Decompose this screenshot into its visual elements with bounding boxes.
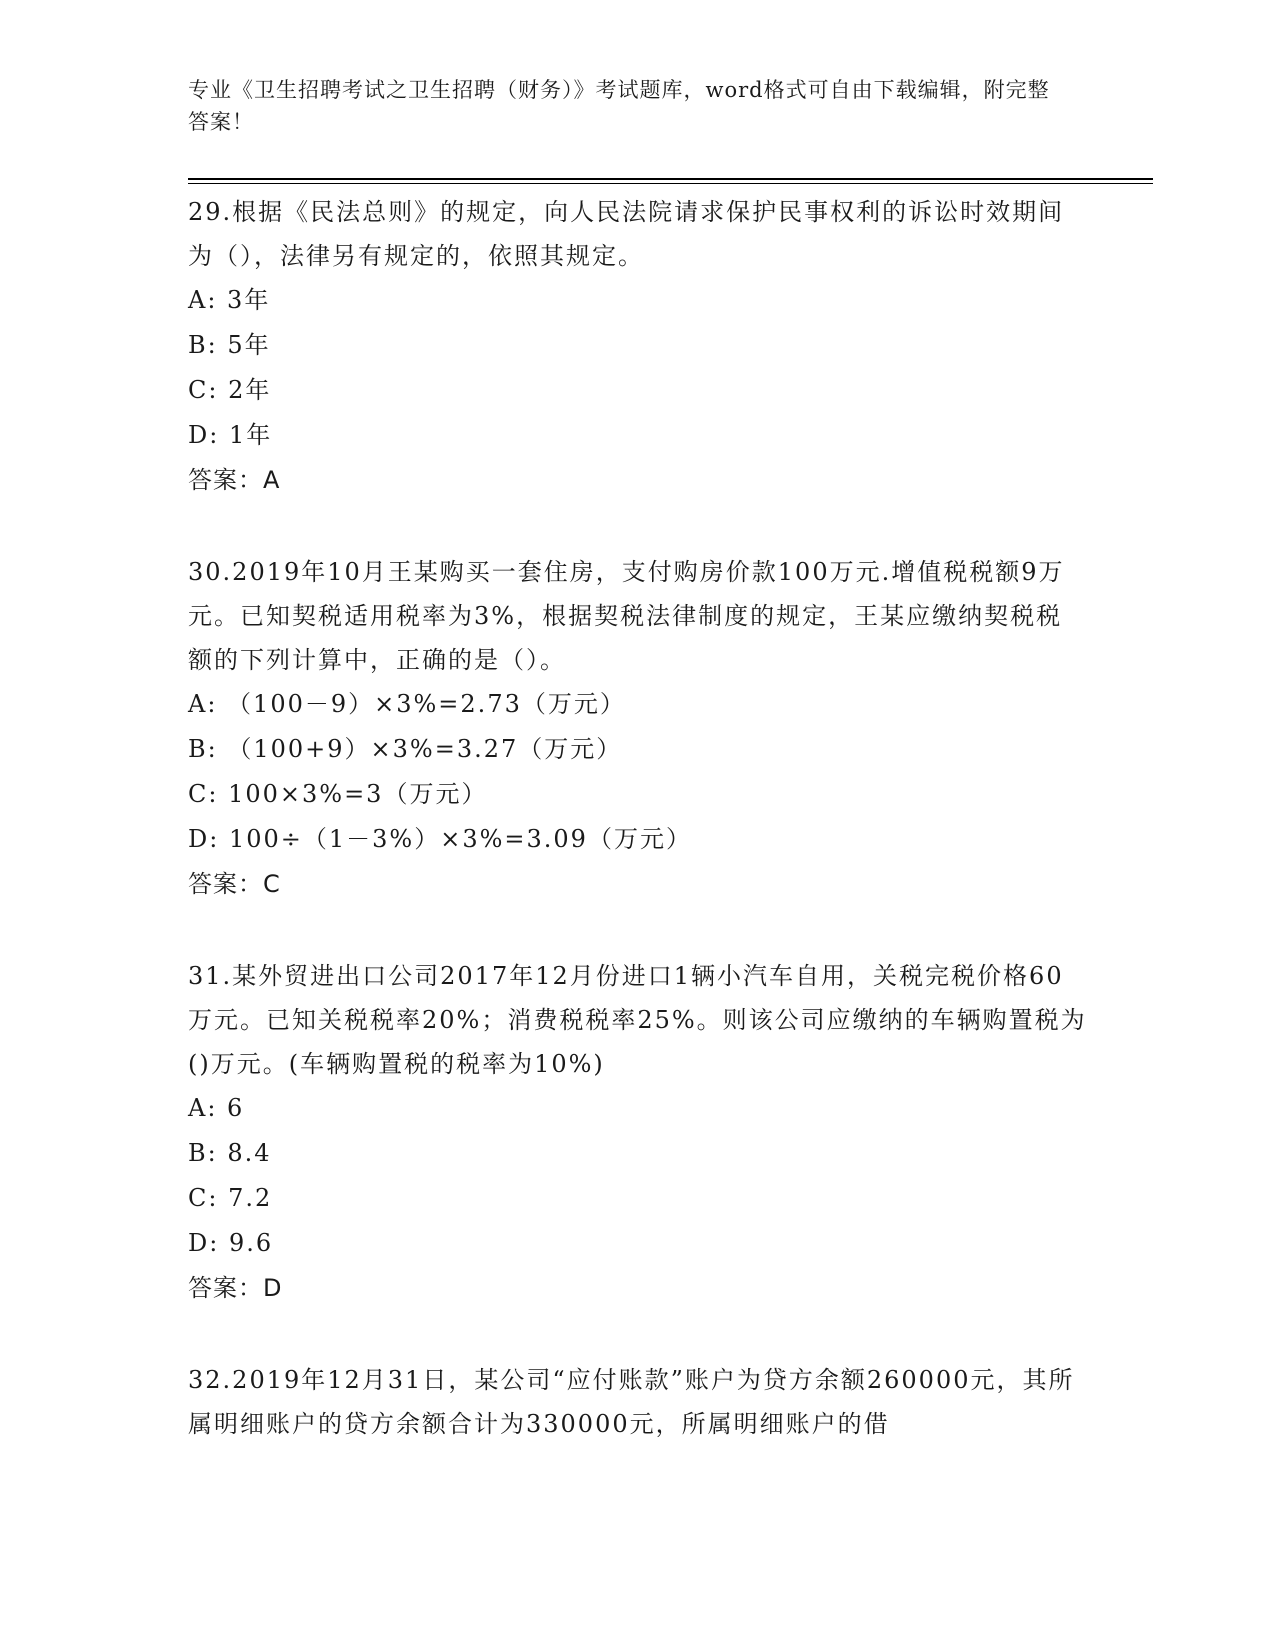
option-a: A: （100－9）×3%=2.73（万元） <box>188 690 626 718</box>
option-c: C: 2年 <box>188 376 272 404</box>
answer-label: 答案：C <box>188 870 281 898</box>
question-stem: 29.根据《民法总则》的规定，向人民法院请求保护民事权利的诉讼时效期间为（），法律另有规定的，依照其规定。 <box>188 198 1065 270</box>
question-30 <box>188 550 1088 906</box>
header-divider-thin <box>188 183 1153 184</box>
option-b: B: 8.4 <box>188 1139 272 1167</box>
option-c: C: 7.2 <box>188 1184 273 1212</box>
answer-label: 答案：A <box>188 466 281 494</box>
option-a: A: 6 <box>188 1094 245 1122</box>
document-header: 专业《卫生招聘考试之卫生招聘（财务）》考试题库，word格式可自由下载编辑，附完整答案！ <box>188 78 1050 134</box>
option-d: D: 9.6 <box>188 1229 274 1257</box>
question-29 <box>188 190 1088 502</box>
question-list <box>188 190 1088 1494</box>
option-a: A: 3年 <box>188 286 271 314</box>
question-31 <box>188 954 1088 1310</box>
option-c: C: 100×3%=3（万元） <box>188 780 488 808</box>
option-d: D: 1年 <box>188 421 273 449</box>
question-stem: 31.某外贸进出口公司2017年12月份进口1辆小汽车自用，关税完税价格60万元。已知关税税率20%；消费税税率25%。则该公司应缴纳的车辆购置税为()万元。(车辆购置税的税率为10%) <box>188 962 1087 1078</box>
answer-label: 答案：D <box>188 1274 283 1302</box>
question-32 <box>188 1358 1088 1446</box>
question-stem: 32.2019年12月31日，某公司“应付账款”账户为贷方余额260000元，其所属明细账户的贷方余额合计为330000元，所属明细账户的借 <box>188 1366 1075 1438</box>
question-stem: 30.2019年10月王某购买一套住房，支付购房价款100万元.增值税税额9万元。已知契税适用税率为3%，根据契税法律制度的规定，王某应缴纳契税税额的下列计算中，正确的是（）。 <box>188 558 1065 674</box>
header-divider <box>188 178 1153 180</box>
option-b: B: 5年 <box>188 331 271 359</box>
option-d: D: 100÷（1－3%）×3%=3.09（万元） <box>188 825 692 853</box>
option-b: B: （100+9）×3%=3.27（万元） <box>188 735 623 763</box>
